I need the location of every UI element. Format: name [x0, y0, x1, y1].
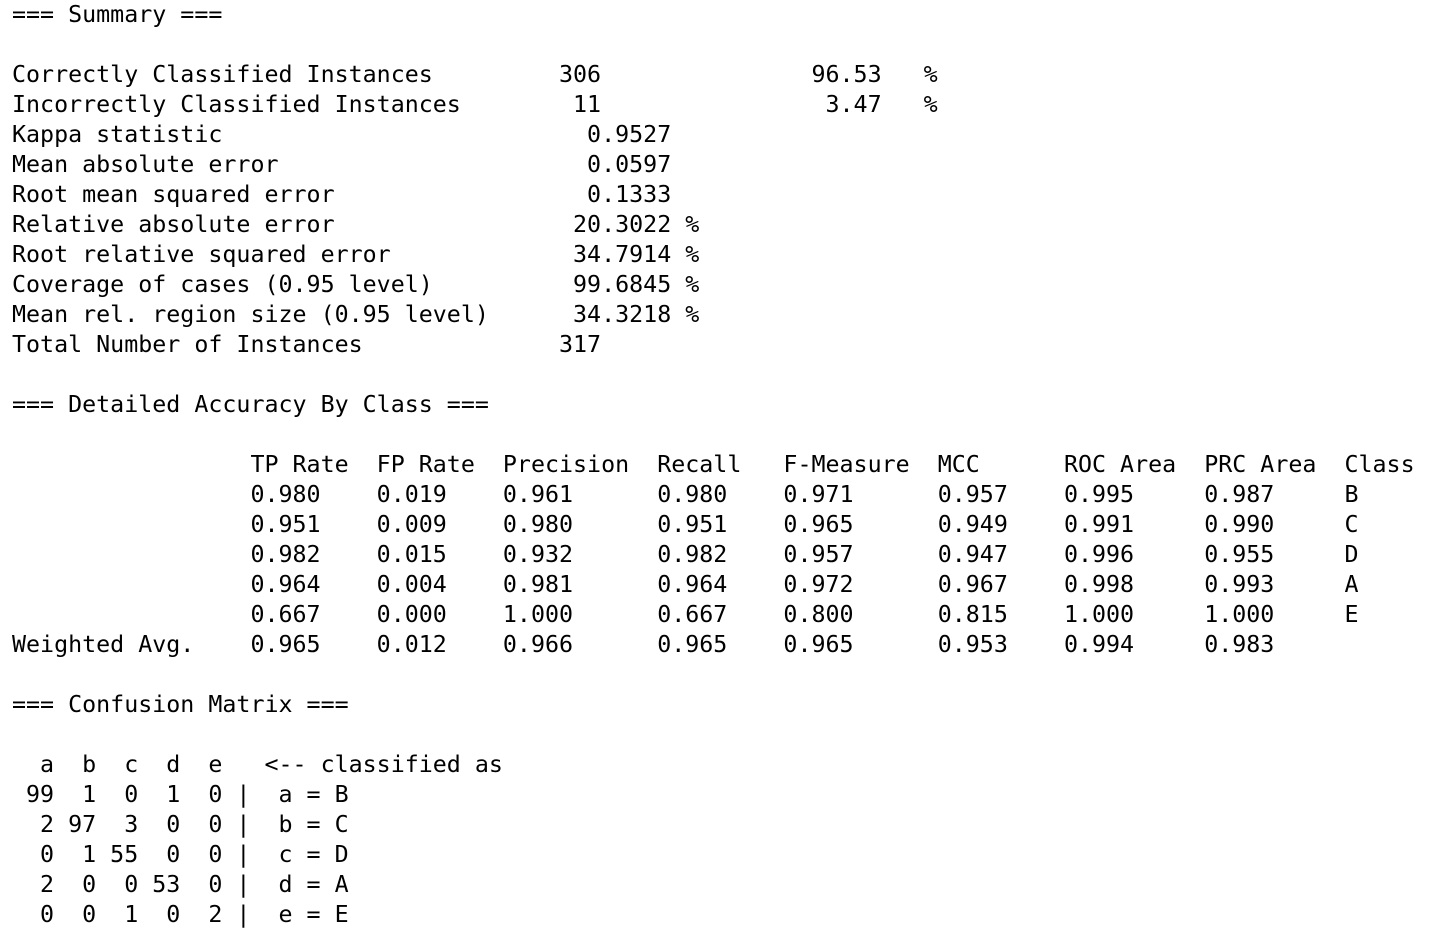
summary-coverage: Coverage of cases (0.95 level) 99.6845 % [12, 271, 700, 298]
blank-line [12, 660, 1415, 690]
confusion-matrix-row-b: 2 97 3 0 0 | b = C [12, 811, 349, 838]
accuracy-header: === Detailed Accuracy By Class === [12, 391, 489, 418]
confusion-matrix-row-d: 2 0 0 53 0 | d = A [12, 871, 349, 898]
blank-line [12, 30, 1415, 60]
confusion-matrix-row-a: 99 1 0 1 0 | a = B [12, 781, 349, 808]
summary-relative-absolute-error: Relative absolute error 20.3022 % [12, 211, 700, 238]
confusion-matrix-header: === Confusion Matrix === [12, 691, 349, 718]
accuracy-row-class-a: 0.964 0.004 0.981 0.964 0.972 0.967 0.998 0.993 A [12, 571, 1359, 598]
summary-header: === Summary === [12, 1, 223, 28]
summary-total-instances: Total Number of Instances 317 [12, 331, 602, 358]
summary-correctly-classified: Correctly Classified Instances 306 96.53 % [12, 61, 938, 88]
confusion-matrix-row-c: 0 1 55 0 0 | c = D [12, 841, 349, 868]
summary-mean-absolute-error: Mean absolute error 0.0597 [12, 151, 672, 178]
accuracy-column-headers: TP Rate FP Rate Precision Recall F-Measure MCC ROC Area PRC Area Class [12, 451, 1415, 478]
confusion-matrix-column-headers: a b c d e <-- classified as [12, 751, 503, 778]
blank-line [12, 360, 1415, 390]
classifier-output-text [12, 0, 1415, 930]
accuracy-row-class-d: 0.982 0.015 0.932 0.982 0.957 0.947 0.996 0.955 D [12, 541, 1359, 568]
summary-kappa: Kappa statistic 0.9527 [12, 121, 672, 148]
blank-line [12, 420, 1415, 450]
summary-incorrectly-classified: Incorrectly Classified Instances 11 3.47 % [12, 91, 938, 118]
summary-rmse: Root mean squared error 0.1333 [12, 181, 672, 208]
accuracy-row-class-b: 0.980 0.019 0.961 0.980 0.971 0.957 0.995 0.987 B [12, 481, 1359, 508]
summary-region-size: Mean rel. region size (0.95 level) 34.3218 % [12, 301, 700, 328]
blank-line [12, 720, 1415, 750]
confusion-matrix-row-e: 0 0 1 0 2 | e = E [12, 901, 349, 928]
summary-root-relative-squared-error: Root relative squared error 34.7914 % [12, 241, 700, 268]
accuracy-row-class-c: 0.951 0.009 0.980 0.951 0.965 0.949 0.991 0.990 C [12, 511, 1359, 538]
accuracy-row-weighted-avg: Weighted Avg. 0.965 0.012 0.966 0.965 0.965 0.953 0.994 0.983 [12, 631, 1275, 658]
accuracy-row-class-e: 0.667 0.000 1.000 0.667 0.800 0.815 1.000 1.000 E [12, 601, 1359, 628]
